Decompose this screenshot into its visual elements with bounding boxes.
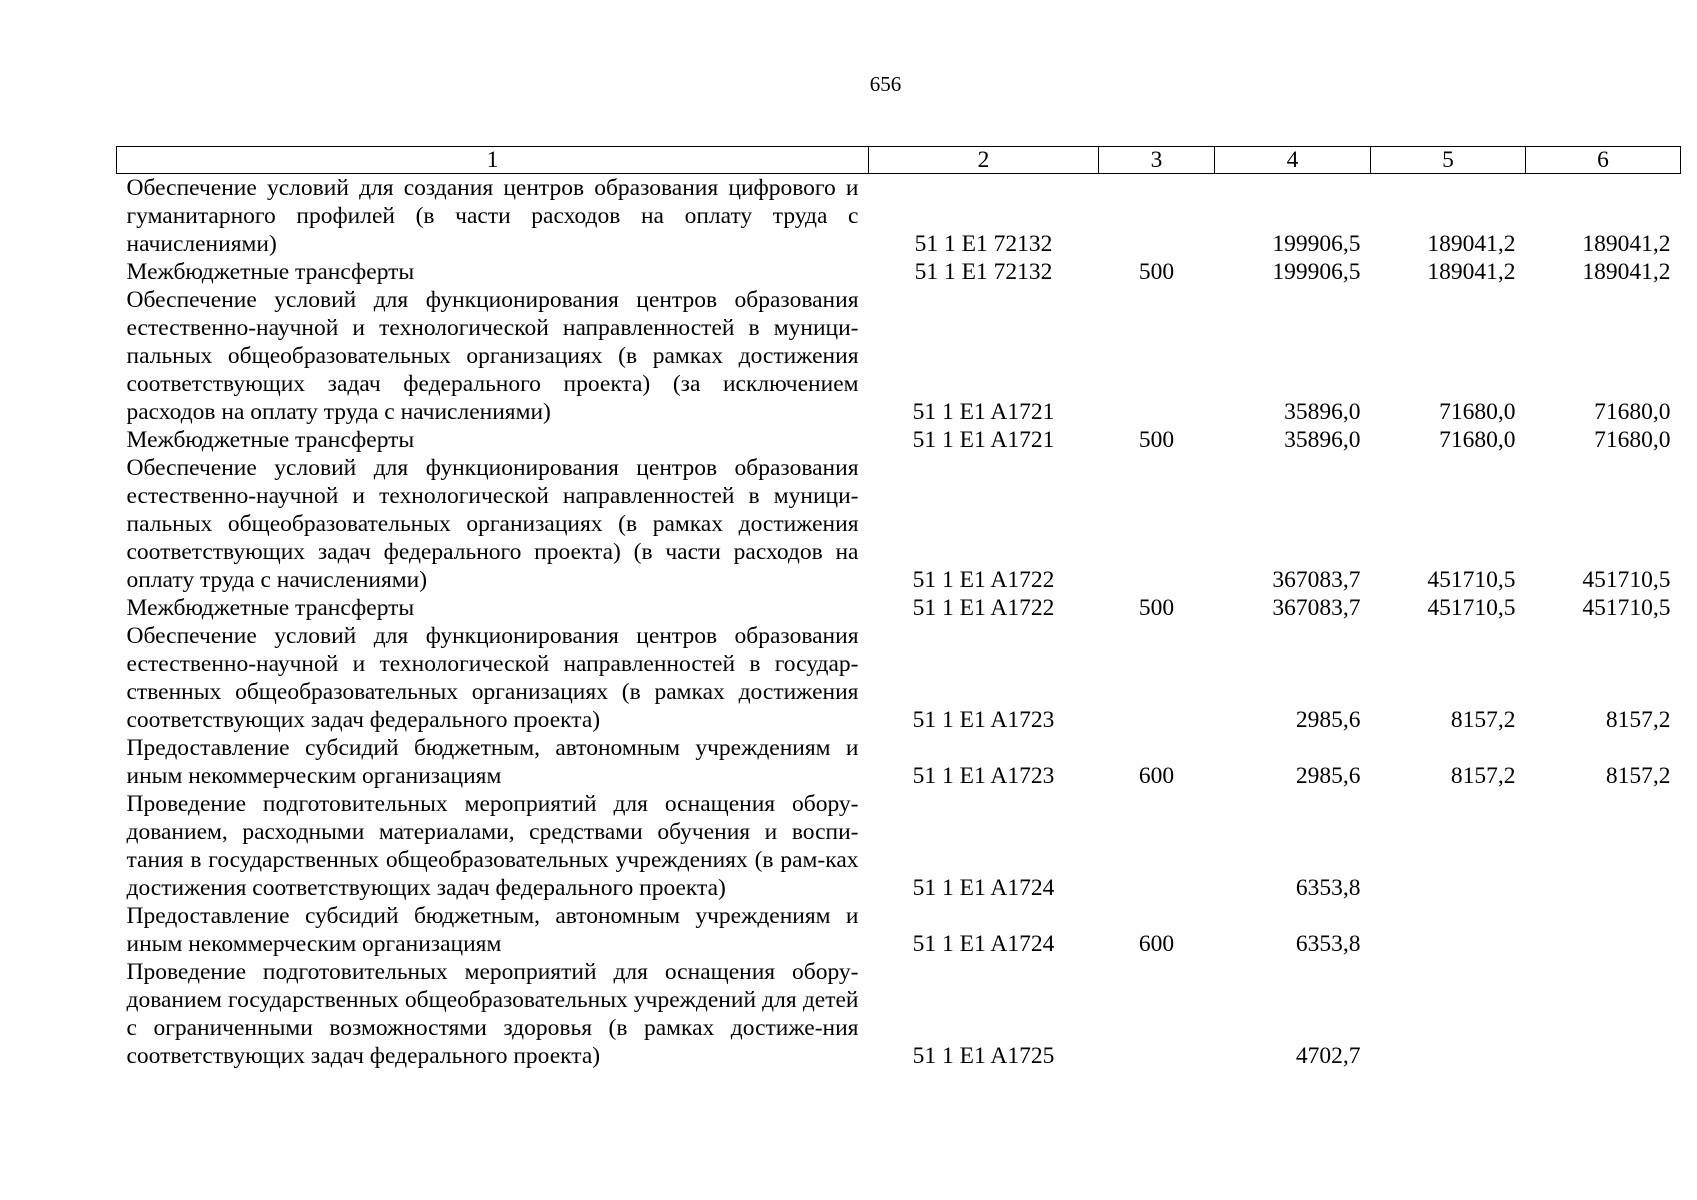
row-expense-type [1099,286,1215,426]
row-value-col4: 35896,0 [1284,427,1361,453]
row-expense-type [1099,174,1215,259]
row-value-col6: 8157,2 [1605,763,1671,789]
column-header-3: 3 [1099,147,1215,174]
row-value-col4: 6353,8 [1295,875,1361,901]
row-value-col5 [1371,902,1526,958]
row-name: Обеспечение условий для функционирования центров образования естественно-научной и технологической направленностей в государ-ственных общеобразовательных организациях (в рамках достижения соответствующих задач федерального проекта) [126,623,859,733]
row-code: 51 1 E1 72132 [914,231,1053,257]
row-code: 51 1 E1 A1721 [912,399,1055,425]
row-code: 51 1 E1 A1723 [912,707,1055,733]
page-number: 656 [869,72,902,96]
table-row [117,426,1681,454]
row-value-col5: 451710,5 [1427,567,1516,593]
row-value-col6: 451710,5 [1582,595,1671,621]
row-expense-type: 500 [1138,427,1175,453]
row-value-col6: 189041,2 [1582,231,1671,257]
row-name: Обеспечение условий для функционирования центров образования естественно-научной и технологической направленностей в муници-пальных общеобразовательных организациях (в рамках достижения соответствующих задач федерального проекта) (в части расходов на оплату труда с начислениями) [126,455,859,593]
row-value-col4: 2985,6 [1295,763,1361,789]
row-value-col4: 199906,5 [1272,259,1361,285]
row-code: 51 1 E1 A1723 [912,763,1055,789]
table-row [117,286,1681,426]
row-value-col5: 71680,0 [1439,399,1516,425]
row-value-col6 [1526,958,1681,1070]
row-name: Обеспечение условий для создания центров образования цифрового и гуманитарного профилей (в части расходов на оплату труда с начислениями) [126,175,859,257]
column-header-1: 1 [117,147,869,174]
row-value-col6: 71680,0 [1594,427,1671,453]
table-row [117,734,1681,790]
row-expense-type: 500 [1138,595,1175,621]
table-row [117,790,1681,902]
header-row [117,147,1681,174]
row-code: 51 1 E1 A1725 [912,1043,1055,1069]
table-row [117,594,1681,622]
table-row [117,258,1681,286]
row-value-col6 [1526,790,1681,902]
row-name: Межбюджетные трансферты [126,427,415,453]
row-value-col5: 189041,2 [1427,259,1516,285]
column-header-5: 5 [1371,147,1526,174]
row-value-col4: 367083,7 [1272,567,1361,593]
row-expense-type: 600 [1138,931,1175,957]
row-name: Проведение подготовительных мероприятий для оснащения обору-дованием, расходными материалами, средствами обучения и воспи-тания в государственных общеобразовательных учреждениях (в рам-ках достижения соответствующих задач федерального проекта) [126,791,859,901]
row-code: 51 1 E1 A1724 [912,875,1055,901]
row-name: Межбюджетные трансферты [126,595,415,621]
column-header-6: 6 [1526,147,1681,174]
row-code: 51 1 E1 A1722 [912,595,1055,621]
column-header-2: 2 [869,147,1099,174]
row-value-col4: 367083,7 [1272,595,1361,621]
row-code: 51 1 E1 A1724 [912,931,1055,957]
table-row [117,958,1681,1070]
row-name: Предоставление субсидий бюджетным, автономным учреждениям и иным некоммерческим организациям [126,735,859,789]
table-row [117,902,1681,958]
row-expense-type: 500 [1138,259,1175,285]
row-value-col4: 2985,6 [1295,707,1361,733]
row-value-col5 [1371,790,1526,902]
row-code: 51 1 E1 72132 [914,259,1053,285]
column-header-4: 4 [1215,147,1371,174]
budget-table [116,146,1681,1070]
table-row [117,454,1681,594]
row-expense-type: 600 [1138,763,1175,789]
row-value-col6 [1526,902,1681,958]
row-expense-type [1099,958,1215,1070]
row-name: Предоставление субсидий бюджетным, автономным учреждениям и иным некоммерческим организациям [126,903,859,957]
row-value-col6: 8157,2 [1605,707,1671,733]
row-value-col4: 199906,5 [1272,231,1361,257]
row-value-col5: 451710,5 [1427,595,1516,621]
row-value-col5: 8157,2 [1450,707,1516,733]
row-expense-type [1099,622,1215,734]
row-value-col4: 6353,8 [1295,931,1361,957]
row-code: 51 1 E1 A1722 [912,567,1055,593]
row-code: 51 1 E1 A1721 [912,427,1055,453]
row-name: Проведение подготовительных мероприятий для оснащения обору-дованием государственных общеобразовательных учреждений для детей с ограниченными возможностями здоровья (в рамках достиже-ния соответствующих задач федерального проекта) [126,959,859,1069]
row-value-col6: 71680,0 [1594,399,1671,425]
row-value-col5 [1371,958,1526,1070]
row-value-col5: 189041,2 [1427,231,1516,257]
row-value-col6: 189041,2 [1582,259,1671,285]
row-expense-type [1099,790,1215,902]
row-name: Межбюджетные трансферты [126,259,415,285]
row-expense-type [1099,454,1215,594]
row-name: Обеспечение условий для функционирования центров образования естественно-научной и технологической направленностей в муници-пальных общеобразовательных организациях (в рамках достижения соответствующих задач федерального проекта) (за исключением расходов на оплату труда с начислениями) [126,287,859,425]
row-value-col4: 35896,0 [1284,399,1361,425]
row-value-col4: 4702,7 [1295,1043,1361,1069]
table-header [117,147,1681,174]
row-value-col5: 71680,0 [1439,427,1516,453]
table-body [117,174,1681,1071]
table-row [117,622,1681,734]
table-row [117,174,1681,259]
row-value-col6: 451710,5 [1582,567,1671,593]
row-value-col5: 8157,2 [1450,763,1516,789]
